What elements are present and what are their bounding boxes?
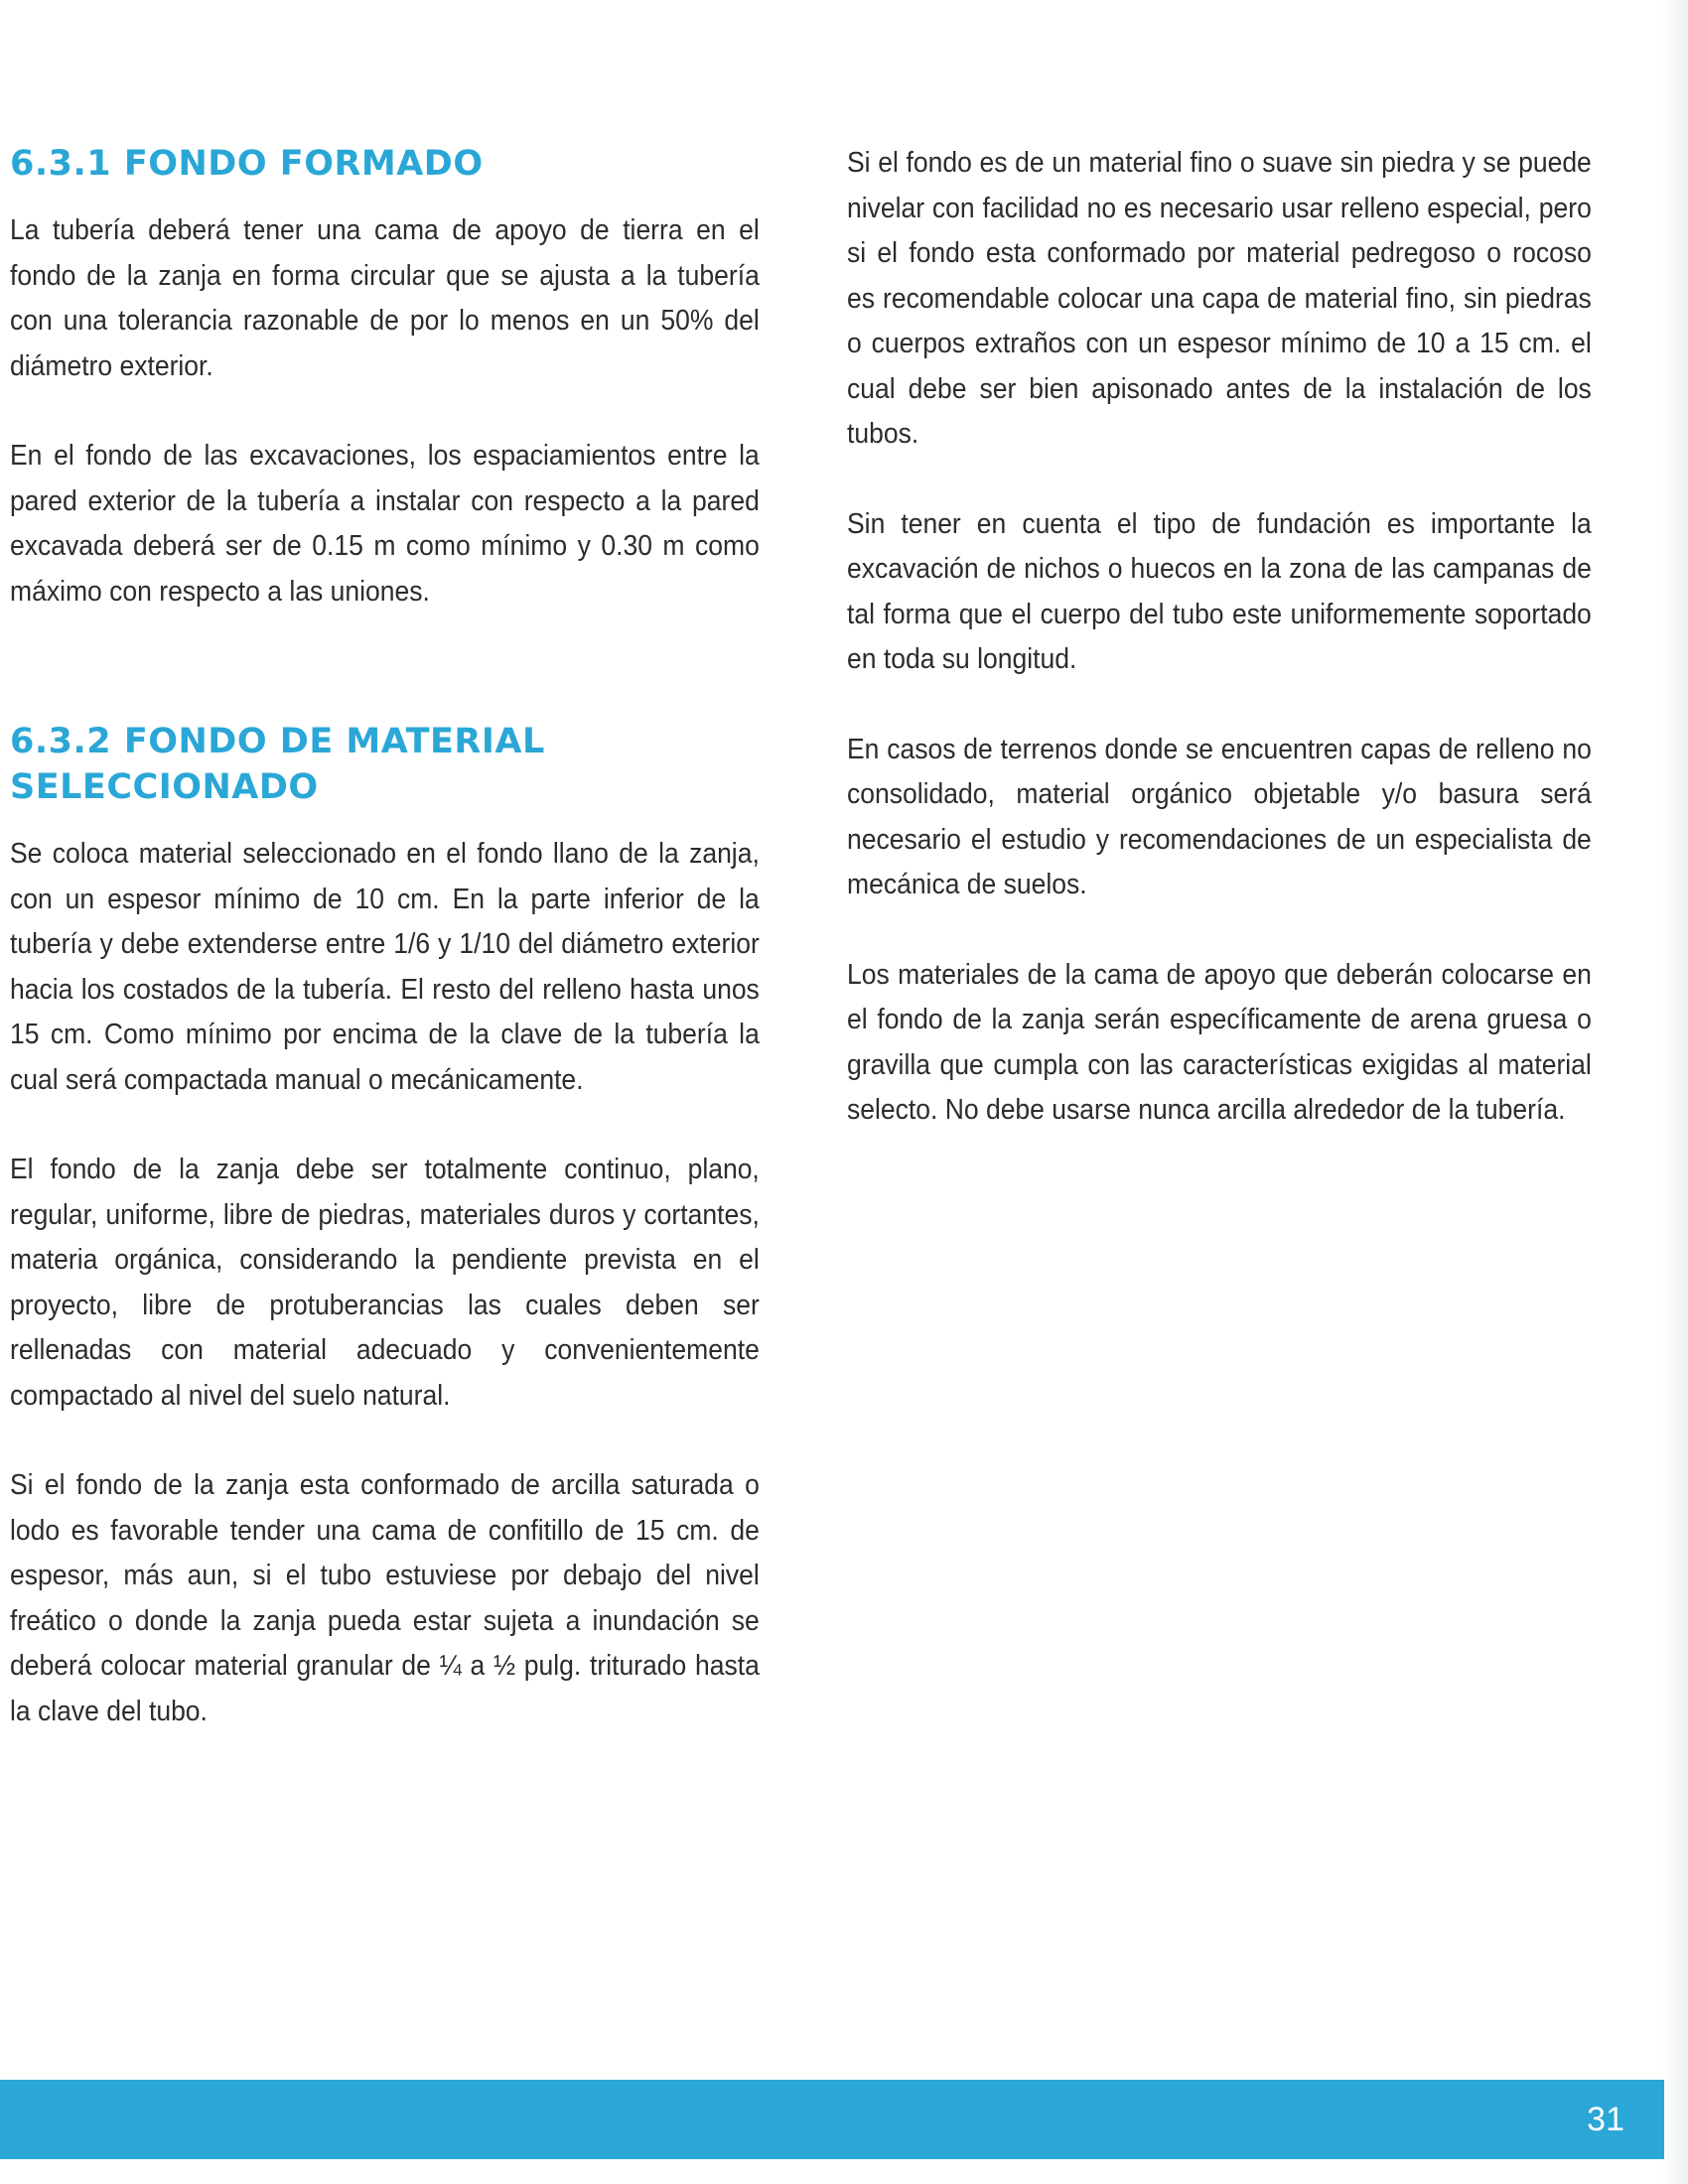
page-edge xyxy=(1660,0,1688,2184)
paragraph: Se coloca material seleccionado en el fondo llano de la zanja, con un espesor mínimo de 10 cm. En la parte inferior de la tubería y debe extenderse entre 1/6 y 1/10 del diámetro exterior hacia los costados de la tubería. El resto del relleno hasta unos 15 cm. Como mínimo por encima de la clave de la tubería la cual será compactada manual o mecánicamente. xyxy=(10,838,760,1096)
footer-bar xyxy=(0,2080,1664,2159)
page-number: 31 xyxy=(1587,2101,1624,2138)
section-heading-fondo-material-seleccionado: 6.3.2 FONDO DE MATERIAL SELECCIONADO xyxy=(10,722,545,807)
paragraph: Los materiales de la cama de apoyo que deberán colocarse en el fondo de la zanja serán específicamente de arena gruesa o gravilla que cumpla con las características exigidas al material selecto. No debe usarse nunca arcilla alrededor de la tubería. xyxy=(847,958,1592,1126)
right-column xyxy=(847,141,1592,1178)
section-heading-fondo-formado: 6.3.1 FONDO FORMADO xyxy=(10,144,484,184)
paragraph: Sin tener en cuenta el tipo de fundación es importante la excavación de nichos o huecos en la zona de las campanas de tal forma que el cuerpo del tubo este uniformemente soportado en toda su longitud. xyxy=(847,507,1592,675)
paragraph: En casos de terrenos donde se encuentren capas de relleno no consolidado, material orgánico objetable y/o basura será necesario el estudio y recomendaciones de un especialista de mecánica de suelos. xyxy=(847,733,1592,900)
paragraph: En el fondo de las excavaciones, los espaciamientos entre la pared exterior de la tubería a instalar con respecto a la pared excavada deberá ser de 0.15 m como mínimo y 0.30 m como máximo con respecto a las uniones. xyxy=(10,440,760,608)
paragraph: Si el fondo es de un material fino o suave sin piedra y se puede nivelar con facilidad no es necesario usar relleno especial, pero si el fondo esta conformado por material pedregoso o rocoso es recomendable colocar una capa de material fino, sin piedras o cuerpos extraños con un espesor mínimo de 10 a 15 cm. el cual debe ser bien apisonado antes de la instalación de los tubos. xyxy=(847,147,1592,450)
paragraph: Si el fondo de la zanja esta conformado de arcilla saturada o lodo es favorable tender una cama de confitillo de 15 cm. de espesor, más aun, si el tubo estuviese por debajo del nivel freático o donde la zanja pueda estar sujeta a inundación se deberá colocar material granular de ¼ a ½ pulg. triturado hasta la clave del tubo. xyxy=(10,1469,760,1727)
paragraph: El fondo de la zanja debe ser totalmente continuo, plano, regular, uniforme, libre de piedras, materiales duros y cortantes, materia orgánica, considerando la pendiente prevista en el proyecto, libre de protuberancias las cuales deben ser rellenadas con material adecuado y convenientemente compactado al nivel del suelo natural. xyxy=(10,1154,760,1412)
section-spacer xyxy=(10,659,760,719)
left-column xyxy=(10,141,760,1779)
paragraph: La tubería deberá tener una cama de apoyo de tierra en el fondo de la zanja en forma circular que se ajusta a la tubería con una tolerancia razonable de por lo menos en un 50% del diámetro exterior. xyxy=(10,214,760,382)
